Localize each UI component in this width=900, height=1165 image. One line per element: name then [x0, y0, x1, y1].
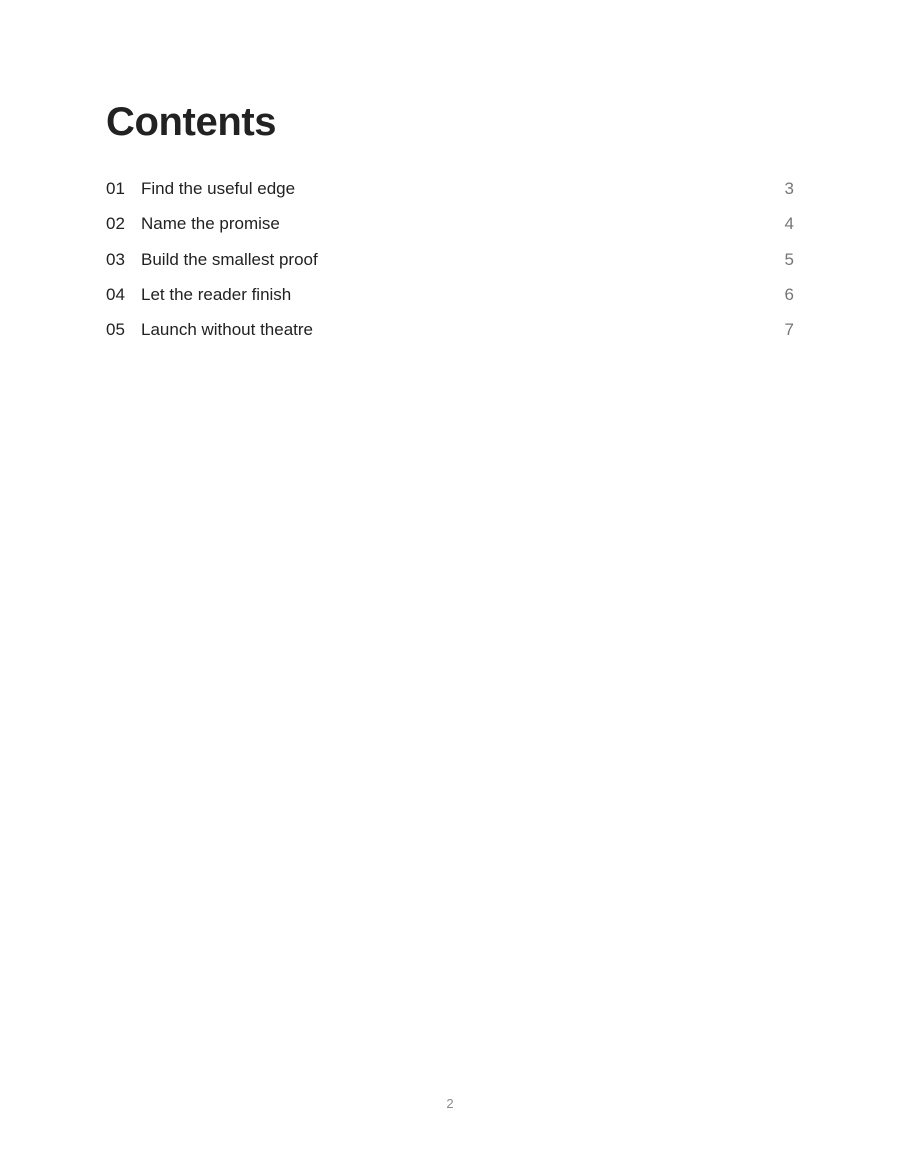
toc-entry[interactable]: [106, 312, 794, 347]
toc-entry-number: 01: [106, 179, 125, 199]
page-title: Contents: [106, 100, 277, 144]
toc-entry-title[interactable]: Find the useful edge: [141, 179, 296, 199]
toc-entry-number: 03: [106, 249, 125, 269]
toc-entry-page: 4: [784, 214, 794, 234]
toc-entry[interactable]: [106, 171, 794, 206]
toc-entry-page: 3: [784, 179, 794, 199]
toc-entry[interactable]: [106, 277, 794, 312]
toc-entry-page: 7: [784, 320, 794, 340]
toc-entry-title[interactable]: Name the promise: [141, 214, 280, 234]
toc-entry-page: 6: [784, 284, 794, 304]
toc-entry-title[interactable]: Let the reader finish: [141, 284, 292, 304]
toc-entry-title[interactable]: Build the smallest proof: [141, 249, 318, 269]
toc-entry[interactable]: [106, 206, 794, 241]
table-of-contents: [106, 171, 794, 347]
page-number: 2: [446, 1096, 454, 1111]
toc-entry-title[interactable]: Launch without theatre: [141, 320, 314, 340]
toc-entry[interactable]: [106, 242, 794, 277]
toc-entry-number: 05: [106, 320, 125, 340]
toc-entry-number: 02: [106, 214, 125, 234]
toc-entry-page: 5: [784, 249, 794, 269]
toc-entry-number: 04: [106, 284, 125, 304]
